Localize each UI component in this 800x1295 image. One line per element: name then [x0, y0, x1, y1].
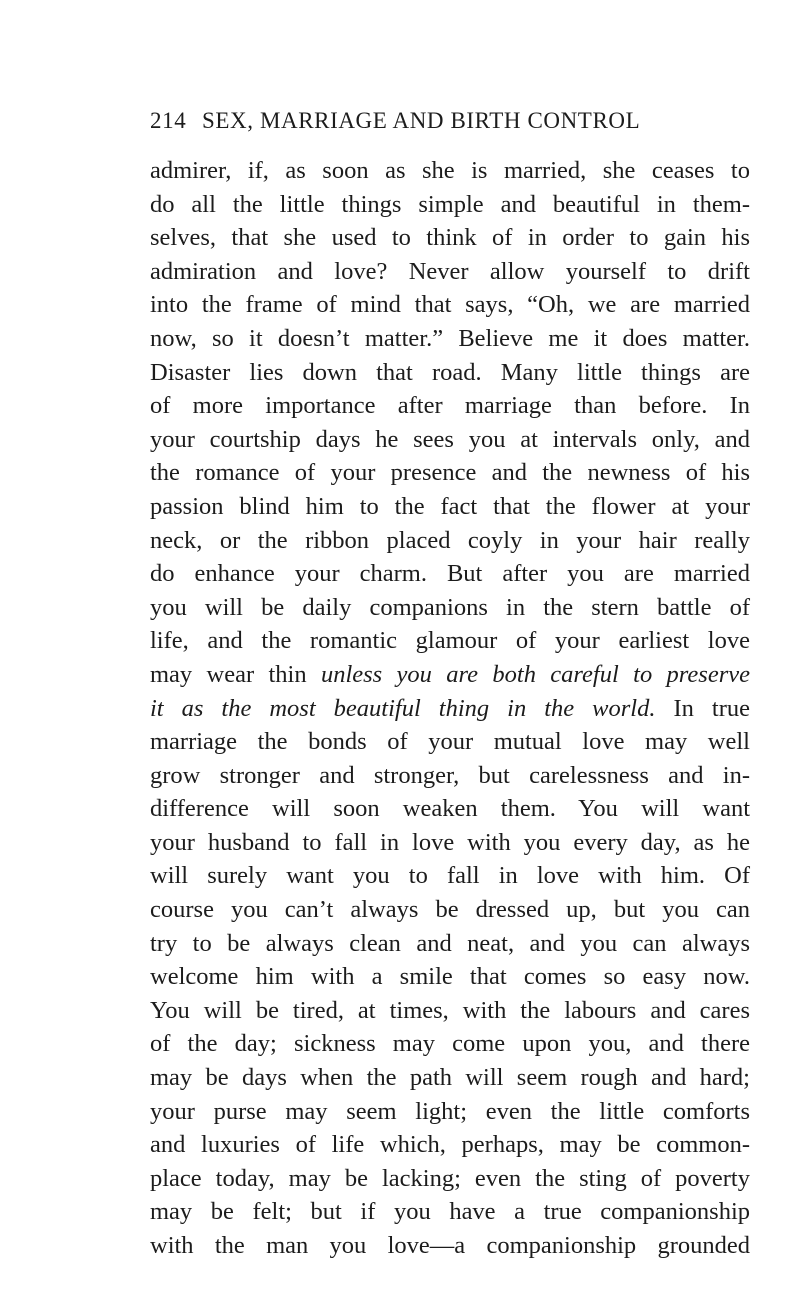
text-line: your purse may seem light; even the little comforts [150, 1097, 750, 1125]
text-line: may be days when the path will seem rough and hard; [150, 1064, 750, 1092]
running-head [150, 108, 750, 142]
book-page [150, 108, 750, 1263]
text-line: your courtship days he sees you at intervals only, and [150, 425, 750, 453]
text-line: do enhance your charm. But after you are married [150, 560, 750, 588]
text-segment: In true [655, 694, 751, 722]
text-line [150, 658, 750, 692]
text-line: passion blind him to the fact that the flower at your [150, 492, 750, 520]
text-line: with the man you love—a companionship grounded [150, 1232, 750, 1259]
text-line: your husband to fall in love with you every day, as he [150, 828, 750, 856]
text-line: Disaster lies down that road. Many little things are [150, 358, 750, 386]
italic-emphasis: unless you are both careful to preserve [320, 660, 750, 688]
text-line: admirer, if, as soon as she is married, she ceases to [150, 157, 750, 184]
text-segment: may wear thin [150, 660, 321, 688]
body-text [150, 154, 750, 1263]
page-number: 214 [150, 108, 187, 133]
text-line: do all the little things simple and beautiful in them- [150, 190, 750, 218]
text-line: will surely want you to fall in love with him. Of [150, 862, 750, 890]
text-line: into the frame of mind that says, “Oh, we are married [150, 291, 750, 319]
text-line: course you can’t always be dressed up, but you can [150, 896, 750, 924]
text-line: admiration and love? Never allow yourself to drift [150, 257, 750, 285]
text-line: welcome him with a smile that comes so easy now. [150, 963, 750, 991]
text-line: life, and the romantic glamour of your earliest love [150, 627, 750, 655]
running-title: SEX, MARRIAGE AND BIRTH CONTROL [202, 108, 641, 133]
text-line: place today, may be lacking; even the sting of poverty [150, 1164, 750, 1192]
text-line: marriage the bonds of your mutual love may well [150, 728, 750, 756]
text-line: grow stronger and stronger, but carelessness and in- [150, 761, 750, 789]
text-line: selves, that she used to think of in order to gain his [150, 224, 750, 252]
text-line: you will be daily companions in the stern battle of [150, 593, 750, 621]
italic-emphasis: it as the most beautiful thing in the world. [150, 694, 656, 722]
text-line: of the day; sickness may come upon you, and there [150, 1030, 750, 1058]
text-line: and luxuries of life which, perhaps, may be common- [150, 1131, 750, 1159]
text-line: difference will soon weaken them. You will want [150, 795, 750, 823]
text-line: try to be always clean and neat, and you can always [150, 929, 750, 957]
text-line: of more importance after marriage than before. In [150, 392, 750, 420]
text-line [150, 692, 750, 726]
text-line: the romance of your presence and the newness of his [150, 459, 750, 487]
text-line: You will be tired, at times, with the labours and cares [150, 996, 750, 1024]
text-line: neck, or the ribbon placed coyly in your hair really [150, 526, 750, 554]
text-line: now, so it doesn’t matter.” Believe me it does matter. [150, 324, 750, 352]
text-line: may be felt; but if you have a true companionship [150, 1198, 750, 1226]
